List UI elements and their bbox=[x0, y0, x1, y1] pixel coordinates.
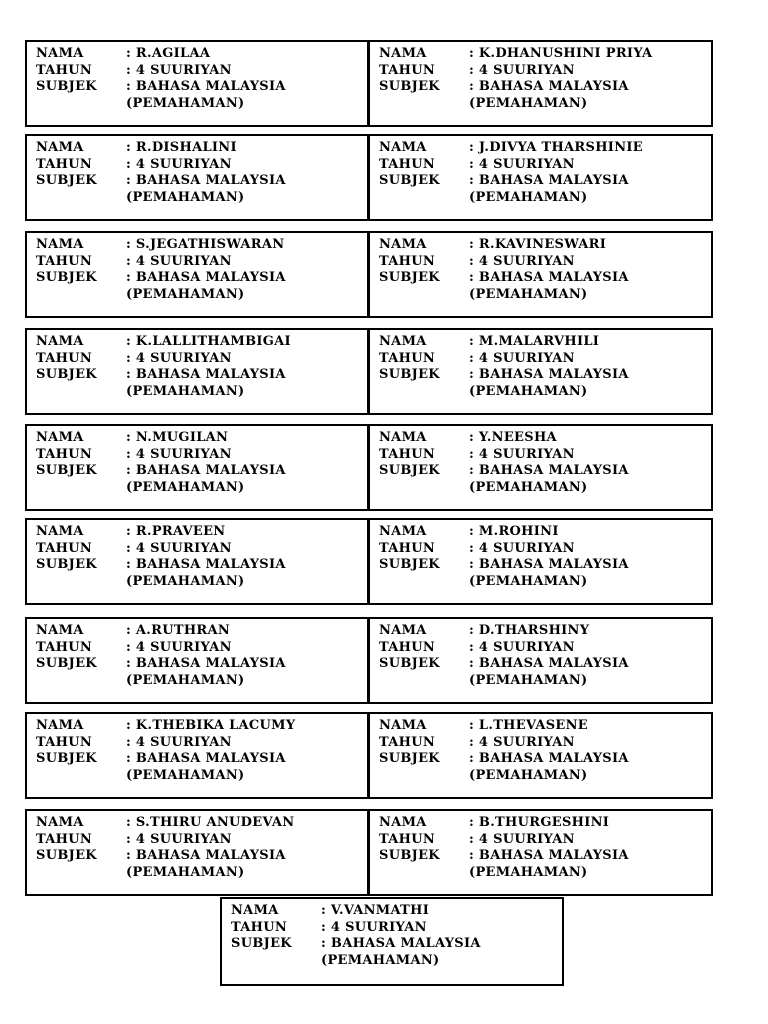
name-field-label: NAMA bbox=[36, 237, 84, 252]
subject-field-row bbox=[379, 367, 703, 384]
name-field-label: NAMA bbox=[379, 430, 427, 445]
subject-field-row bbox=[379, 463, 703, 480]
subject-field-continuation: (PEMAHAMAN) bbox=[469, 383, 588, 399]
student-label-card bbox=[368, 231, 713, 318]
year-field-row bbox=[231, 920, 554, 937]
subject-field-label: SUBJEK bbox=[36, 173, 97, 188]
name-field-label: NAMA bbox=[36, 46, 84, 61]
student-label-card bbox=[368, 424, 713, 511]
subject-field-label: SUBJEK bbox=[36, 848, 97, 863]
year-field-row bbox=[36, 735, 359, 752]
year-field-row bbox=[379, 832, 703, 849]
name-field-label: NAMA bbox=[36, 334, 84, 349]
subject-field-value: : BAHASA MALAYSIA bbox=[126, 173, 286, 188]
name-field-value: : K.THEBIKA LACUMY bbox=[126, 718, 296, 733]
name-field-label: NAMA bbox=[231, 903, 279, 918]
year-field-value: : 4 SUURIYAN bbox=[469, 253, 575, 269]
name-field-label: NAMA bbox=[379, 334, 427, 349]
year-field-row bbox=[36, 447, 359, 464]
year-field-label: TAHUN bbox=[379, 446, 436, 462]
year-field-value: : 4 SUURIYAN bbox=[126, 446, 232, 462]
name-field-value: : S.JEGATHISWARAN bbox=[126, 237, 285, 252]
year-field-value: : 4 SUURIYAN bbox=[469, 446, 575, 462]
student-label-card bbox=[25, 617, 369, 704]
name-field-value: : K.DHANUSHINI PRIYA bbox=[469, 46, 653, 61]
subject-field-value: : BAHASA MALAYSIA bbox=[126, 557, 286, 572]
subject-field-continuation: (PEMAHAMAN) bbox=[126, 672, 245, 688]
subject-field-label: SUBJEK bbox=[379, 367, 440, 382]
student-label-card bbox=[25, 231, 369, 318]
name-field-row bbox=[36, 430, 359, 447]
subject-field-continuation: (PEMAHAMAN) bbox=[469, 767, 588, 783]
name-field-label: NAMA bbox=[36, 524, 84, 539]
name-field-value: : R.PRAVEEN bbox=[126, 524, 226, 539]
subject-field-value: : BAHASA MALAYSIA bbox=[469, 270, 629, 285]
subject-field-label: SUBJEK bbox=[36, 557, 97, 572]
name-field-row bbox=[36, 623, 359, 640]
student-label-card bbox=[25, 712, 369, 799]
student-label-card bbox=[368, 712, 713, 799]
subject-field-label: SUBJEK bbox=[379, 848, 440, 863]
name-field-label: NAMA bbox=[36, 623, 84, 638]
name-field-row bbox=[36, 718, 359, 735]
subject-field-row bbox=[36, 270, 359, 287]
year-field-value: : 4 SUURIYAN bbox=[469, 156, 575, 172]
year-field-label: TAHUN bbox=[379, 350, 436, 366]
year-field-value: : 4 SUURIYAN bbox=[469, 350, 575, 366]
name-field-label: NAMA bbox=[379, 815, 427, 830]
name-field-value: : R.DISHALINI bbox=[126, 140, 237, 155]
year-field-row bbox=[379, 447, 703, 464]
subject-field-row bbox=[36, 367, 359, 384]
subject-field-label: SUBJEK bbox=[231, 936, 292, 951]
student-label-card bbox=[25, 518, 369, 605]
year-field-label: TAHUN bbox=[36, 540, 93, 556]
name-field-row bbox=[379, 334, 703, 351]
name-field-row bbox=[231, 903, 554, 920]
subject-field-continuation: (PEMAHAMAN) bbox=[126, 864, 245, 880]
name-field-value: : V.VANMATHI bbox=[321, 903, 430, 918]
student-label-card bbox=[368, 809, 713, 896]
year-field-label: TAHUN bbox=[36, 831, 93, 847]
subject-field-row bbox=[379, 557, 703, 574]
year-field-label: TAHUN bbox=[36, 62, 93, 78]
name-field-label: NAMA bbox=[379, 237, 427, 252]
subject-field-continuation: (PEMAHAMAN) bbox=[469, 95, 588, 111]
name-field-value: : M.MALARVHILI bbox=[469, 334, 600, 349]
subject-field-continuation: (PEMAHAMAN) bbox=[126, 95, 245, 111]
student-label-card bbox=[368, 518, 713, 605]
year-field-value: : 4 SUURIYAN bbox=[126, 734, 232, 750]
year-field-row bbox=[379, 640, 703, 657]
name-field-row bbox=[36, 815, 359, 832]
year-field-row bbox=[36, 157, 359, 174]
name-field-label: NAMA bbox=[36, 430, 84, 445]
name-field-label: NAMA bbox=[379, 718, 427, 733]
name-field-value: : B.THURGESHINI bbox=[469, 815, 610, 830]
year-field-value: : 4 SUURIYAN bbox=[469, 734, 575, 750]
year-field-value: : 4 SUURIYAN bbox=[469, 639, 575, 655]
subject-field-label: SUBJEK bbox=[379, 656, 440, 671]
subject-field-value: : BAHASA MALAYSIA bbox=[469, 79, 629, 94]
subject-field-value: : BAHASA MALAYSIA bbox=[126, 848, 286, 863]
subject-field-label: SUBJEK bbox=[36, 656, 97, 671]
subject-field-continuation: (PEMAHAMAN) bbox=[126, 383, 245, 399]
subject-field-value: : BAHASA MALAYSIA bbox=[126, 79, 286, 94]
name-field-label: NAMA bbox=[379, 524, 427, 539]
year-field-value: : 4 SUURIYAN bbox=[469, 62, 575, 78]
year-field-row bbox=[36, 832, 359, 849]
subject-field-continuation: (PEMAHAMAN) bbox=[469, 672, 588, 688]
name-field-row bbox=[379, 623, 703, 640]
subject-field-row bbox=[36, 656, 359, 673]
year-field-value: : 4 SUURIYAN bbox=[469, 831, 575, 847]
name-field-row bbox=[379, 140, 703, 157]
year-field-label: TAHUN bbox=[36, 350, 93, 366]
year-field-label: TAHUN bbox=[36, 639, 93, 655]
subject-field-continuation: (PEMAHAMAN) bbox=[469, 286, 588, 302]
subject-field-row bbox=[379, 848, 703, 865]
subject-field-value: : BAHASA MALAYSIA bbox=[469, 656, 629, 671]
subject-field-row bbox=[36, 848, 359, 865]
subject-field-value: : BAHASA MALAYSIA bbox=[126, 270, 286, 285]
subject-field-row bbox=[379, 656, 703, 673]
name-field-value: : J.DIVYA THARSHINIE bbox=[469, 140, 643, 155]
year-field-label: TAHUN bbox=[379, 639, 436, 655]
year-field-value: : 4 SUURIYAN bbox=[126, 350, 232, 366]
subject-field-continuation: (PEMAHAMAN) bbox=[126, 573, 245, 589]
name-field-label: NAMA bbox=[36, 815, 84, 830]
year-field-value: : 4 SUURIYAN bbox=[126, 831, 232, 847]
subject-field-row bbox=[36, 173, 359, 190]
subject-field-value: : BAHASA MALAYSIA bbox=[321, 936, 481, 951]
year-field-value: : 4 SUURIYAN bbox=[126, 62, 232, 78]
subject-field-label: SUBJEK bbox=[36, 270, 97, 285]
year-field-label: TAHUN bbox=[379, 540, 436, 556]
subject-field-label: SUBJEK bbox=[379, 270, 440, 285]
subject-field-row bbox=[379, 751, 703, 768]
subject-field-label: SUBJEK bbox=[36, 367, 97, 382]
year-field-label: TAHUN bbox=[36, 253, 93, 269]
subject-field-continuation: (PEMAHAMAN) bbox=[469, 573, 588, 589]
name-field-label: NAMA bbox=[36, 718, 84, 733]
year-field-value: : 4 SUURIYAN bbox=[469, 540, 575, 556]
subject-field-value: : BAHASA MALAYSIA bbox=[126, 463, 286, 478]
subject-field-label: SUBJEK bbox=[379, 463, 440, 478]
name-field-value: : Y.NEESHA bbox=[469, 430, 557, 445]
year-field-row bbox=[36, 640, 359, 657]
year-field-value: : 4 SUURIYAN bbox=[321, 919, 427, 935]
subject-field-continuation: (PEMAHAMAN) bbox=[126, 189, 245, 205]
year-field-label: TAHUN bbox=[379, 62, 436, 78]
subject-field-value: : BAHASA MALAYSIA bbox=[126, 656, 286, 671]
name-field-value: : L.THEVASENE bbox=[469, 718, 589, 733]
student-label-card bbox=[25, 809, 369, 896]
year-field-label: TAHUN bbox=[231, 919, 288, 935]
name-field-label: NAMA bbox=[379, 623, 427, 638]
subject-field-row bbox=[379, 79, 703, 96]
subject-field-row bbox=[231, 936, 554, 953]
subject-field-value: : BAHASA MALAYSIA bbox=[126, 367, 286, 382]
year-field-label: TAHUN bbox=[36, 734, 93, 750]
subject-field-value: : BAHASA MALAYSIA bbox=[126, 751, 286, 766]
name-field-value: : A.RUTHRAN bbox=[126, 623, 231, 638]
year-field-row bbox=[36, 541, 359, 558]
student-label-card bbox=[25, 134, 369, 221]
subject-field-row bbox=[36, 557, 359, 574]
name-field-label: NAMA bbox=[379, 46, 427, 61]
subject-field-row bbox=[379, 173, 703, 190]
subject-field-label: SUBJEK bbox=[36, 751, 97, 766]
name-field-row bbox=[379, 815, 703, 832]
year-field-row bbox=[379, 63, 703, 80]
year-field-label: TAHUN bbox=[379, 253, 436, 269]
year-field-row bbox=[379, 735, 703, 752]
name-field-row bbox=[36, 140, 359, 157]
name-field-value: : K.LALLITHAMBIGAI bbox=[126, 334, 291, 349]
name-field-row bbox=[379, 46, 703, 63]
subject-field-label: SUBJEK bbox=[36, 79, 97, 94]
year-field-row bbox=[36, 351, 359, 368]
subject-field-continuation: (PEMAHAMAN) bbox=[126, 479, 245, 495]
subject-field-label: SUBJEK bbox=[379, 79, 440, 94]
name-field-label: NAMA bbox=[379, 140, 427, 155]
year-field-value: : 4 SUURIYAN bbox=[126, 253, 232, 269]
name-field-value: : M.ROHINI bbox=[469, 524, 559, 539]
student-label-card bbox=[368, 134, 713, 221]
subject-field-continuation: (PEMAHAMAN) bbox=[126, 286, 245, 302]
subject-field-label: SUBJEK bbox=[379, 751, 440, 766]
student-label-card bbox=[25, 424, 369, 511]
year-field-row bbox=[379, 157, 703, 174]
name-field-row bbox=[379, 237, 703, 254]
year-field-value: : 4 SUURIYAN bbox=[126, 156, 232, 172]
student-label-card bbox=[368, 328, 713, 415]
subject-field-row bbox=[36, 79, 359, 96]
subject-field-label: SUBJEK bbox=[36, 463, 97, 478]
subject-field-continuation: (PEMAHAMAN) bbox=[469, 189, 588, 205]
name-field-row bbox=[379, 430, 703, 447]
subject-field-value: : BAHASA MALAYSIA bbox=[469, 367, 629, 382]
subject-field-label: SUBJEK bbox=[379, 557, 440, 572]
name-field-row bbox=[36, 334, 359, 351]
year-field-label: TAHUN bbox=[379, 831, 436, 847]
subject-field-continuation: (PEMAHAMAN) bbox=[469, 864, 588, 880]
year-field-value: : 4 SUURIYAN bbox=[126, 639, 232, 655]
name-field-row bbox=[379, 718, 703, 735]
year-field-label: TAHUN bbox=[379, 734, 436, 750]
name-field-row bbox=[36, 237, 359, 254]
subject-field-row bbox=[36, 751, 359, 768]
year-field-value: : 4 SUURIYAN bbox=[126, 540, 232, 556]
student-label-card bbox=[220, 897, 564, 986]
year-field-row bbox=[379, 254, 703, 271]
name-field-value: : S.THIRU ANUDEVAN bbox=[126, 815, 295, 830]
name-field-row bbox=[36, 46, 359, 63]
year-field-label: TAHUN bbox=[36, 156, 93, 172]
year-field-row bbox=[379, 351, 703, 368]
year-field-row bbox=[379, 541, 703, 558]
name-field-row bbox=[36, 524, 359, 541]
subject-field-value: : BAHASA MALAYSIA bbox=[469, 463, 629, 478]
year-field-row bbox=[36, 63, 359, 80]
name-field-label: NAMA bbox=[36, 140, 84, 155]
name-field-row bbox=[379, 524, 703, 541]
name-field-value: : R.KAVINESWARI bbox=[469, 237, 607, 252]
subject-field-row bbox=[379, 270, 703, 287]
subject-field-value: : BAHASA MALAYSIA bbox=[469, 751, 629, 766]
year-field-row bbox=[36, 254, 359, 271]
subject-field-continuation: (PEMAHAMAN) bbox=[126, 767, 245, 783]
subject-field-continuation: (PEMAHAMAN) bbox=[321, 952, 440, 968]
student-label-card bbox=[25, 40, 369, 127]
subject-field-label: SUBJEK bbox=[379, 173, 440, 188]
student-label-card bbox=[368, 40, 713, 127]
year-field-label: TAHUN bbox=[36, 446, 93, 462]
subject-field-value: : BAHASA MALAYSIA bbox=[469, 173, 629, 188]
student-label-card bbox=[25, 328, 369, 415]
name-field-value: : R.AGILAA bbox=[126, 46, 211, 61]
subject-field-row bbox=[36, 463, 359, 480]
subject-field-value: : BAHASA MALAYSIA bbox=[469, 848, 629, 863]
year-field-label: TAHUN bbox=[379, 156, 436, 172]
name-field-value: : D.THARSHINY bbox=[469, 623, 590, 638]
student-label-card bbox=[368, 617, 713, 704]
name-field-value: : N.MUGILAN bbox=[126, 430, 229, 445]
subject-field-value: : BAHASA MALAYSIA bbox=[469, 557, 629, 572]
subject-field-continuation: (PEMAHAMAN) bbox=[469, 479, 588, 495]
